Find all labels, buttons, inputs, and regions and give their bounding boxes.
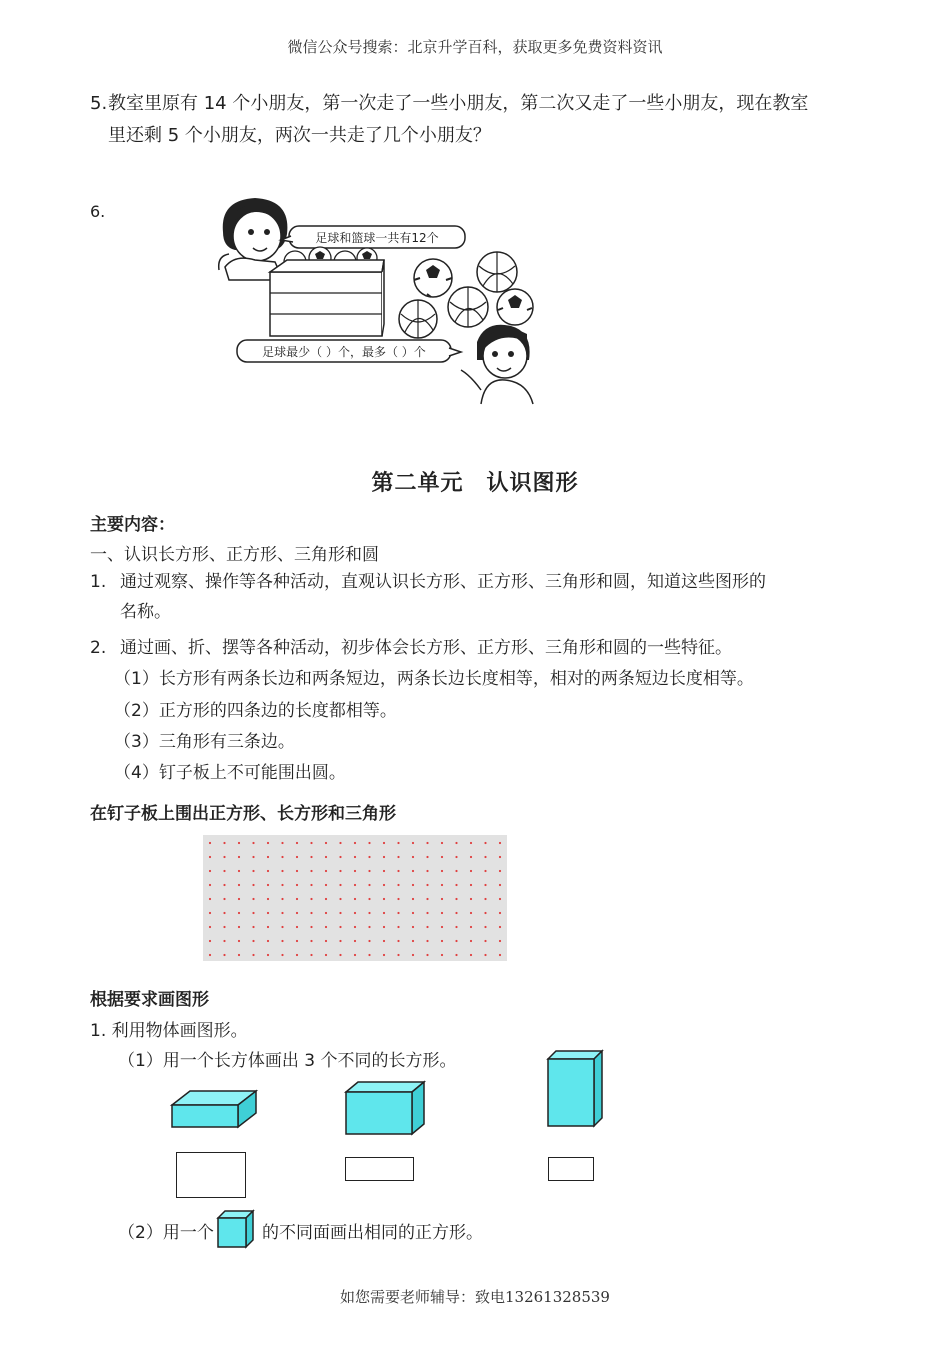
peg-dot: [325, 940, 327, 942]
peg-dot: [368, 940, 370, 942]
peg-dot: [368, 898, 370, 900]
peg-dot: [209, 884, 211, 886]
question-6-illustration: [215, 192, 545, 407]
peg-dot: [470, 898, 472, 900]
peg-dot: [441, 884, 443, 886]
peg-dot: [296, 912, 298, 914]
peg-dot: [426, 842, 428, 844]
peg-dot: [368, 954, 370, 956]
peg-dot: [296, 926, 298, 928]
page-footer: 如您需要老师辅导：致电13261328539: [340, 1288, 610, 1306]
peg-dot: [426, 898, 428, 900]
peg-dot: [209, 912, 211, 914]
peg-dot: [325, 912, 327, 914]
peg-dot: [281, 940, 283, 942]
peg-dot: [455, 856, 457, 858]
peg-dot: [252, 940, 254, 942]
peg-dot: [470, 842, 472, 844]
peg-dot: [281, 870, 283, 872]
peg-dot: [238, 954, 240, 956]
peg-dot: [383, 884, 385, 886]
peg-dot: [368, 926, 370, 928]
peg-dot: [238, 884, 240, 886]
small-cube: [215, 1208, 257, 1250]
ball-box: [270, 247, 384, 336]
peg-dot: [426, 940, 428, 942]
peg-dot: [339, 884, 341, 886]
peg-dot: [412, 898, 414, 900]
peg-dot: [325, 954, 327, 956]
item-1-number: 1.: [90, 572, 107, 592]
item-2-text: 通过画、折、摆等各种活动，初步体会长方形、正方形、三角形和圆的一些特征。: [120, 638, 732, 658]
peg-dot: [499, 856, 501, 858]
peg-dot: [339, 912, 341, 914]
peg-dot: [470, 912, 472, 914]
peg-dot: [499, 940, 501, 942]
peg-dot: [325, 884, 327, 886]
peg-dot: [484, 926, 486, 928]
peg-dot: [397, 856, 399, 858]
peg-dot: [325, 926, 327, 928]
peg-dot: [267, 954, 269, 956]
peg-dot: [484, 856, 486, 858]
peg-dot: [252, 884, 254, 886]
item-2-number: 2.: [90, 638, 107, 658]
peg-dot: [310, 856, 312, 858]
peg-dot: [252, 856, 254, 858]
girl-speech-text: 足球和篮球一共有12个: [315, 231, 439, 245]
peg-dot: [412, 856, 414, 858]
item-1-text: 通过观察、操作等各种活动，直观认识长方形、正方形、三角形和圆，知道这些图形的: [120, 572, 766, 592]
peg-dot: [484, 842, 486, 844]
item-2-line1: [90, 633, 870, 658]
peg-dot: [310, 912, 312, 914]
item-2-sub-2: （2）正方形的四条边的长度都相等。: [114, 701, 397, 721]
loose-balls: [399, 252, 533, 338]
peg-dot: [484, 884, 486, 886]
peg-dot: [441, 912, 443, 914]
peg-dot: [383, 856, 385, 858]
boy-speech-bubble: [237, 340, 461, 362]
peg-dot: [281, 926, 283, 928]
peg-dot: [339, 870, 341, 872]
peg-dot: [383, 940, 385, 942]
peg-dot: [354, 940, 356, 942]
peg-dot: [441, 940, 443, 942]
item-1-line2: 名称。: [120, 602, 171, 622]
peg-dot: [238, 870, 240, 872]
peg-dot: [368, 856, 370, 858]
peg-dot: [383, 898, 385, 900]
peg-dot: [223, 912, 225, 914]
item-2-sub-1: （1）长方形有两条长边和两条短边，两条长边长度相等，相对的两条短边长度相等。: [114, 669, 754, 689]
peg-dot: [397, 870, 399, 872]
peg-dot: [455, 912, 457, 914]
peg-dot: [267, 842, 269, 844]
answer-rectangle-2[interactable]: [345, 1157, 414, 1181]
peg-dot: [354, 870, 356, 872]
peg-dot: [354, 856, 356, 858]
peg-dot: [281, 842, 283, 844]
peg-dot: [325, 898, 327, 900]
peg-dot: [354, 842, 356, 844]
peg-dot: [252, 842, 254, 844]
peg-dot: [281, 898, 283, 900]
peg-dot: [267, 884, 269, 886]
peg-dot: [310, 870, 312, 872]
peg-dot: [484, 870, 486, 872]
peg-dot: [426, 926, 428, 928]
peg-dot: [267, 940, 269, 942]
peg-dot: [499, 870, 501, 872]
peg-dot: [383, 842, 385, 844]
peg-dot: [252, 926, 254, 928]
peg-dot: [397, 940, 399, 942]
peg-dot: [296, 940, 298, 942]
peg-dot: [339, 954, 341, 956]
peg-dot: [426, 870, 428, 872]
peg-dot: [339, 926, 341, 928]
peg-dot: [383, 954, 385, 956]
medium-cuboid: [340, 1076, 430, 1140]
peg-dot: [455, 870, 457, 872]
main-content-heading: 主要内容：: [90, 515, 175, 535]
peg-dot: [470, 926, 472, 928]
question-5-line2: 里还剩 5 个小朋友，两次一共走了几个小朋友？: [108, 125, 491, 146]
peg-dot: [412, 884, 414, 886]
peg-dot: [397, 954, 399, 956]
question-6-number: 6.: [90, 202, 106, 221]
peg-dot: [470, 856, 472, 858]
peg-dot: [441, 954, 443, 956]
item-2-sub-4: （4）钉子板上不可能围出圆。: [114, 763, 346, 783]
peg-dot: [397, 884, 399, 886]
peg-dot: [441, 926, 443, 928]
peg-dot: [296, 884, 298, 886]
peg-dot: [310, 884, 312, 886]
peg-dot: [412, 954, 414, 956]
peg-dot: [209, 954, 211, 956]
peg-dot: [484, 912, 486, 914]
peg-dot: [354, 898, 356, 900]
peg-dot: [368, 884, 370, 886]
unit-title: 第二单元 认识图形: [371, 470, 579, 496]
peg-dot: [412, 870, 414, 872]
peg-dot: [209, 856, 211, 858]
peg-dot: [397, 842, 399, 844]
peg-dot: [238, 898, 240, 900]
peg-dot: [209, 870, 211, 872]
peg-dot: [426, 884, 428, 886]
draw-item-1-sub-2-after: 的不同面画出相同的正方形。: [262, 1223, 483, 1243]
peg-dot: [383, 912, 385, 914]
peg-dot: [209, 842, 211, 844]
peg-dot: [209, 940, 211, 942]
peg-dot: [223, 926, 225, 928]
peg-dot: [223, 940, 225, 942]
peg-dot: [238, 856, 240, 858]
question-5-line1: 教室里原有 14 个小朋友，第一次走了一些小朋友，第二次又走了一些小朋友，现在教室: [108, 93, 809, 114]
peg-dot: [296, 898, 298, 900]
peg-dot: [383, 926, 385, 928]
peg-dot: [354, 926, 356, 928]
peg-dot: [397, 898, 399, 900]
peg-dot: [426, 856, 428, 858]
peg-dot: [441, 898, 443, 900]
draw-item-1-sub-1: （1）用一个长方体画出 3 个不同的长方形。: [118, 1051, 457, 1071]
peg-dot: [412, 842, 414, 844]
peg-dot: [339, 856, 341, 858]
peg-dot: [455, 898, 457, 900]
peg-dot: [238, 940, 240, 942]
girl-speech-bubble: [281, 226, 465, 248]
peg-dot: [310, 926, 312, 928]
peg-dot: [368, 912, 370, 914]
peg-dot: [325, 856, 327, 858]
peg-dot: [267, 926, 269, 928]
peg-dot: [296, 856, 298, 858]
draw-section-heading: 根据要求画图形: [90, 990, 209, 1010]
peg-dot: [281, 884, 283, 886]
peg-dot: [267, 870, 269, 872]
peg-dot: [209, 926, 211, 928]
peg-dot: [267, 912, 269, 914]
peg-dot: [499, 926, 501, 928]
peg-dot: [223, 898, 225, 900]
answer-rectangle-3[interactable]: [548, 1157, 594, 1181]
peg-dot: [354, 954, 356, 956]
section-1-heading: 一、认识长方形、正方形、三角形和圆: [90, 545, 379, 565]
peg-dot: [484, 898, 486, 900]
peg-dot: [238, 842, 240, 844]
flat-cuboid: [165, 1085, 261, 1133]
peg-dot: [281, 912, 283, 914]
peg-dot: [455, 940, 457, 942]
peg-dot: [223, 870, 225, 872]
peg-dot: [238, 912, 240, 914]
peg-dot: [223, 954, 225, 956]
peg-dot: [412, 912, 414, 914]
peg-dot: [252, 870, 254, 872]
peg-dot: [267, 898, 269, 900]
draw-item-1-sub-2-before: （2）用一个: [118, 1223, 214, 1243]
peg-dot: [296, 870, 298, 872]
peg-dot: [368, 870, 370, 872]
item-2-sub-3: （3）三角形有三条边。: [114, 732, 295, 752]
peg-dot: [499, 954, 501, 956]
peg-dot: [310, 842, 312, 844]
peg-dot: [281, 856, 283, 858]
peg-dot: [412, 926, 414, 928]
peg-dot: [325, 842, 327, 844]
peg-dot: [397, 912, 399, 914]
pegboard[interactable]: [203, 835, 507, 961]
peg-dot: [441, 842, 443, 844]
peg-dot: [223, 884, 225, 886]
peg-dot: [455, 884, 457, 886]
peg-dot: [455, 954, 457, 956]
peg-dot: [470, 884, 472, 886]
peg-dot: [252, 898, 254, 900]
answer-rectangle-1[interactable]: [176, 1152, 246, 1198]
question-5: [90, 88, 870, 152]
peg-dot: [441, 856, 443, 858]
peg-dot: [441, 870, 443, 872]
peg-dot: [354, 884, 356, 886]
page-header: 微信公众号搜索：北京升学百科，获取更多免费资料资讯: [287, 38, 663, 56]
peg-dot: [252, 954, 254, 956]
question-5-number: 5.: [90, 93, 108, 114]
pegboard-dots: [203, 835, 507, 961]
peg-dot: [339, 842, 341, 844]
peg-dot: [238, 926, 240, 928]
draw-item-1-sub-2: [118, 1218, 214, 1243]
peg-dot: [296, 954, 298, 956]
peg-dot: [484, 940, 486, 942]
peg-dot: [426, 954, 428, 956]
peg-dot: [426, 912, 428, 914]
peg-dot: [354, 912, 356, 914]
peg-dot: [470, 940, 472, 942]
peg-dot: [252, 912, 254, 914]
peg-dot: [368, 842, 370, 844]
peg-dot: [310, 954, 312, 956]
peg-dot: [412, 940, 414, 942]
peg-dot: [499, 912, 501, 914]
peg-dot: [499, 898, 501, 900]
peg-dot: [397, 926, 399, 928]
draw-item-1: 1. 利用物体画图形。: [90, 1021, 248, 1041]
boy-speech-text: 足球最少（ ）个，最多（ ）个: [262, 345, 426, 359]
boy-illustration: [461, 325, 533, 404]
peg-dot: [470, 954, 472, 956]
peg-dot: [296, 842, 298, 844]
peg-dot: [267, 856, 269, 858]
peg-dot: [383, 870, 385, 872]
peg-dot: [339, 940, 341, 942]
peg-dot: [223, 856, 225, 858]
peg-dot: [310, 940, 312, 942]
peg-dot: [499, 884, 501, 886]
peg-dot: [223, 842, 225, 844]
peg-dot: [455, 926, 457, 928]
peg-dot: [339, 898, 341, 900]
tall-cuboid: [542, 1046, 608, 1132]
pegboard-heading: 在钉子板上围出正方形、长方形和三角形: [90, 804, 396, 824]
peg-dot: [470, 870, 472, 872]
peg-dot: [455, 842, 457, 844]
peg-dot: [281, 954, 283, 956]
peg-dot: [209, 898, 211, 900]
item-1-line1: [90, 567, 870, 592]
peg-dot: [310, 898, 312, 900]
peg-dot: [499, 842, 501, 844]
peg-dot: [325, 870, 327, 872]
peg-dot: [484, 954, 486, 956]
